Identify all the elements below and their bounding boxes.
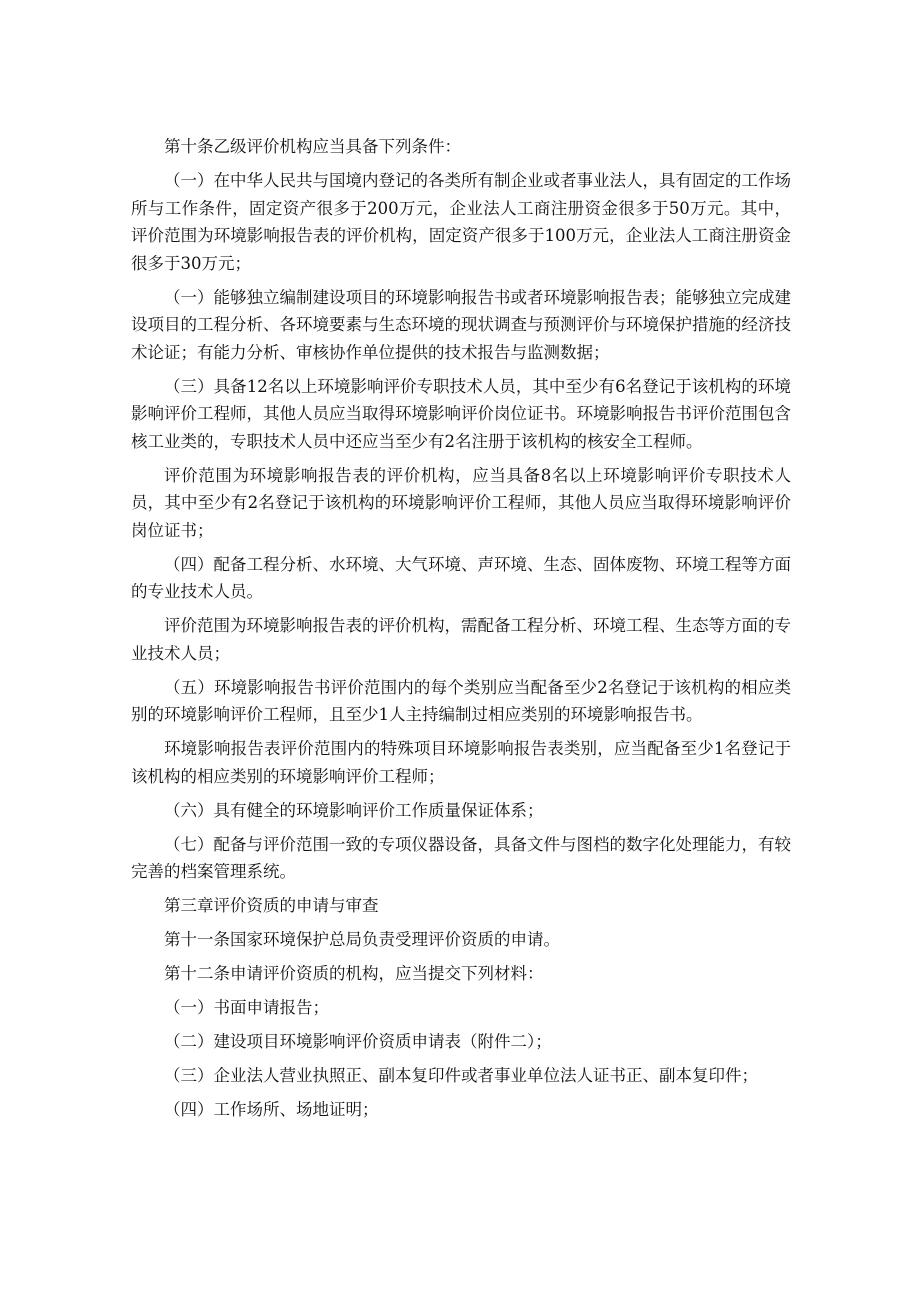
material-4-workplace-proof: （四）工作场所、场地证明； — [164, 1100, 379, 1119]
article-12-heading: 第十二条申请评价资质的机构，应当提交下列材料： — [164, 964, 544, 983]
clause-5-report-form-engineers: 环境影响报告表评价范围内的特殊项目环境影响报告表类别，应当配备至少1名登记于该机构的相应类别的环境影响评价工程师； — [131, 739, 791, 786]
clause-6-quality-system: （六）具有健全的环境影响评价工作质量保证体系； — [164, 800, 544, 820]
document-body — [131, 133, 791, 1130]
article-11: 第十一条国家环境保护总局负责受理评价资质的申请。 — [164, 930, 560, 949]
clause-4-specialists: （四）配备工程分析、水环境、大气环境、声环境、生态、固体废物、环境工程等方面的专业技术人员。 — [131, 554, 791, 601]
clause-5-category-engineers: （五）环境影响报告书评价范围内的每个类别应当配备至少2名登记于该机构的相应类别的环境影响评价工程师，且至少1人主持编制过相应类别的环境影响报告书。 — [131, 677, 791, 724]
article-10-heading: 第十条乙级评价机构应当具备下列条件： — [164, 137, 461, 156]
chapter-3-heading: 第三章评价资质的申请与审查 — [164, 896, 379, 915]
clause-3-staff: （三）具备12名以上环境影响评价专职技术人员，其中至少有6名登记于该机构的环境影响评价工程师，其他人员应当取得环境影响评价岗位证书。环境影响报告书评价范围包含核工业类的，专职技术人员中还应当至少有2名注册于该机构的核安全工程师。 — [131, 376, 791, 451]
clause-7-equipment: （七）配备与评价范围一致的专项仪器设备，具备文件与图档的数字化处理能力，有较完善的档案管理系统。 — [131, 834, 791, 881]
material-1-written-application: （一）书面申请报告； — [164, 998, 329, 1017]
material-3-license-copies: （三）企业法人营业执照正、副本复印件或者事业单位法人证书正、副本复印件； — [164, 1066, 758, 1085]
clause-1-registration: （一）在中华人民共与国境内登记的各类所有制企业或者事业法人，具有固定的工作场所与工作条件，固定资产很多于200万元，企业法人工商注册资金很多于50万元。其中，评价范围为环境影响报告表的评价机构，固定资产很多于100万元，企业法人工商注册资金很多于30万元； — [131, 171, 791, 273]
clause-3-report-form-staff: 评价范围为环境影响报告表的评价机构，应当具备8名以上环境影响评价专职技术人员，其中至少有2名登记于该机构的环境影响评价工程师，其他人员应当取得环境影响评价岗位证书； — [131, 465, 791, 540]
clause-4-report-form-specialists: 评价范围为环境影响报告表的评价机构，需配备工程分析、环境工程、生态等方面的专业技术人员； — [131, 616, 791, 663]
clause-2-capability: （一）能够独立编制建设项目的环境影响报告书或者环境影响报告表；能够独立完成建设项目的工程分析、各环境要素与生态环境的现状调查与预测评价与环境保护措施的经济技术论证；有能力分析、审核协作单位提供的技术报告与监测数据； — [131, 287, 791, 362]
material-2-application-form: （二）建设项目环境影响评价资质申请表（附件二）； — [164, 1032, 552, 1051]
